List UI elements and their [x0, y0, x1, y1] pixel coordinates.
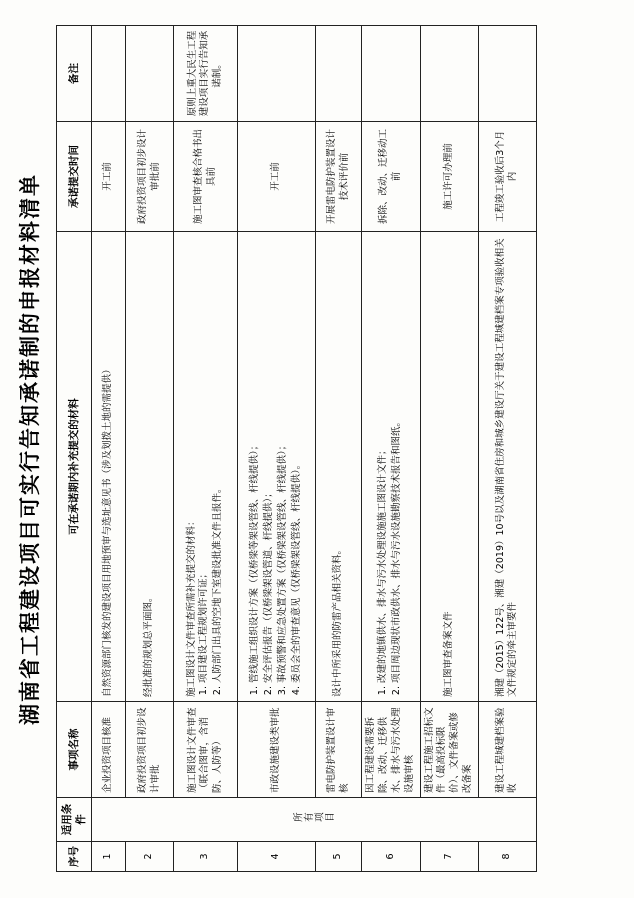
column-header-no: 序号	[57, 842, 92, 872]
cell-item-name: 建设工程施工招标文件（最高投标限价）、文件备案或修改备案	[420, 702, 478, 798]
cell-materials	[174, 232, 238, 702]
cell-materials: 自然资源部门核发的建设项目用地预审与选址意见书（涉及划拨土地的需提供）	[92, 232, 126, 702]
cell-remark	[420, 26, 478, 122]
column-header-condition: 适用条件	[57, 798, 92, 842]
cell-no: 5	[316, 842, 362, 872]
cell-remark	[478, 26, 536, 122]
cell-no: 7	[420, 842, 478, 872]
cell-time: 拆除、改动、迁移动工前	[362, 122, 420, 232]
cell-no: 3	[174, 842, 238, 872]
table-row	[316, 26, 362, 872]
cell-remark	[238, 26, 316, 122]
cell-item-name: 企业投资项目核准	[92, 702, 126, 798]
cell-time: 施工许可办理前	[420, 122, 478, 232]
cell-remark	[92, 26, 126, 122]
materials-intro: 施工图设计文件审查所需补充提交的材料：	[185, 516, 197, 697]
page-title: 湖南省工程建设项目可实行告知承诺制的申报材料清单	[17, 173, 42, 725]
cell-item-name: 政府投资项目初步设计审批	[126, 702, 174, 798]
table-row	[174, 26, 238, 872]
cell-item-name: 建设工程城建档案验收	[478, 702, 536, 798]
cell-applicable-condition: 所有项目	[92, 798, 537, 842]
materials-list-item: 2. 人防部门出具的空地下室建设批准文件且报件。	[212, 236, 225, 683]
column-header-remark: 备注	[57, 26, 92, 122]
cell-time: 施工图审查核合格书出具前	[174, 122, 238, 232]
materials-text: 湘建（2015）122号、湘建（2019）10号以及湖南省住房和城乡建设厅关于建设工程城建档案专项验收相关文件规定的牵主审要件	[494, 238, 519, 697]
materials-list-item: 4. 委员会全的审查意见（仅桥梁架设管线、杆线提供）。	[291, 236, 304, 683]
table-row	[478, 26, 536, 872]
table-row	[362, 26, 420, 872]
cell-materials: 设计中所采用的防雷产品相关资料。	[316, 232, 362, 702]
cell-no: 2	[126, 842, 174, 872]
cell-remark: 原则上重大民生工程建设项目实行告知承诺制。	[174, 26, 238, 122]
cell-time: 政府投资项目初步设计审批前	[126, 122, 174, 232]
cell-materials	[238, 232, 316, 702]
cell-remark	[126, 26, 174, 122]
materials-list	[249, 236, 303, 697]
materials-list-item: 3. 事故预警和应急处置方案（仅桥梁架设管线、杆线提供）；	[277, 236, 290, 683]
cell-materials: 施工图审查备案文件	[420, 232, 478, 702]
table-row	[92, 26, 126, 872]
cell-no: 8	[478, 842, 536, 872]
table-header-row	[57, 26, 92, 872]
materials-list-item: 2. 安全评估报告（仅桥梁架设管道、杆线提供）；	[263, 236, 276, 683]
column-header-materials: 可在承诺期内补充提交的材料	[57, 232, 92, 702]
cell-time: 开工前	[92, 122, 126, 232]
column-header-time: 承诺提交时间	[57, 122, 92, 232]
cell-time: 开工前	[238, 122, 316, 232]
materials-list	[198, 236, 225, 697]
cell-materials: 经批准的规划总平面图。	[126, 232, 174, 702]
material-list-table	[56, 25, 537, 872]
materials-list	[377, 236, 404, 697]
cell-time: 开展雷电防护装置设计技术评价前	[316, 122, 362, 232]
materials-list-item: 1. 管线施工组织设计方案（仅桥梁等架设管线、杆线提供）；	[249, 236, 262, 683]
cell-item-name: 施工图设计文件审查（联合图审，含消防、人防等）	[174, 702, 238, 798]
cell-materials	[362, 232, 420, 702]
cell-item-name: 雷电防护装置设计审核	[316, 702, 362, 798]
cell-no: 4	[238, 842, 316, 872]
table-row	[420, 26, 478, 872]
cell-item-name: 因工程建设需要拆除、改动、迁移供水、排水与污水处理设施审核	[362, 702, 420, 798]
cell-no: 6	[362, 842, 420, 872]
table-row	[126, 26, 174, 872]
cell-materials	[478, 232, 536, 702]
materials-list-item: 1. 项目建设工程规划许可证；	[198, 236, 211, 683]
cell-remark	[362, 26, 420, 122]
cell-item-name: 市政设施建设类审批	[238, 702, 316, 798]
table-row	[238, 26, 316, 872]
cell-remark	[316, 26, 362, 122]
cell-time: 工程竣工验收后3个月内	[478, 122, 536, 232]
materials-list-item: 1. 改建的地镇供水、排水与污水处理设施施工图设计文件；	[377, 236, 390, 683]
table-container	[56, 0, 537, 898]
column-header-name: 事项名称	[57, 702, 92, 798]
materials-list-item: 2. 项目周边现状市政供水、排水与污水设施勘察技术报告和图纸。	[391, 236, 404, 683]
cell-no: 1	[92, 842, 126, 872]
